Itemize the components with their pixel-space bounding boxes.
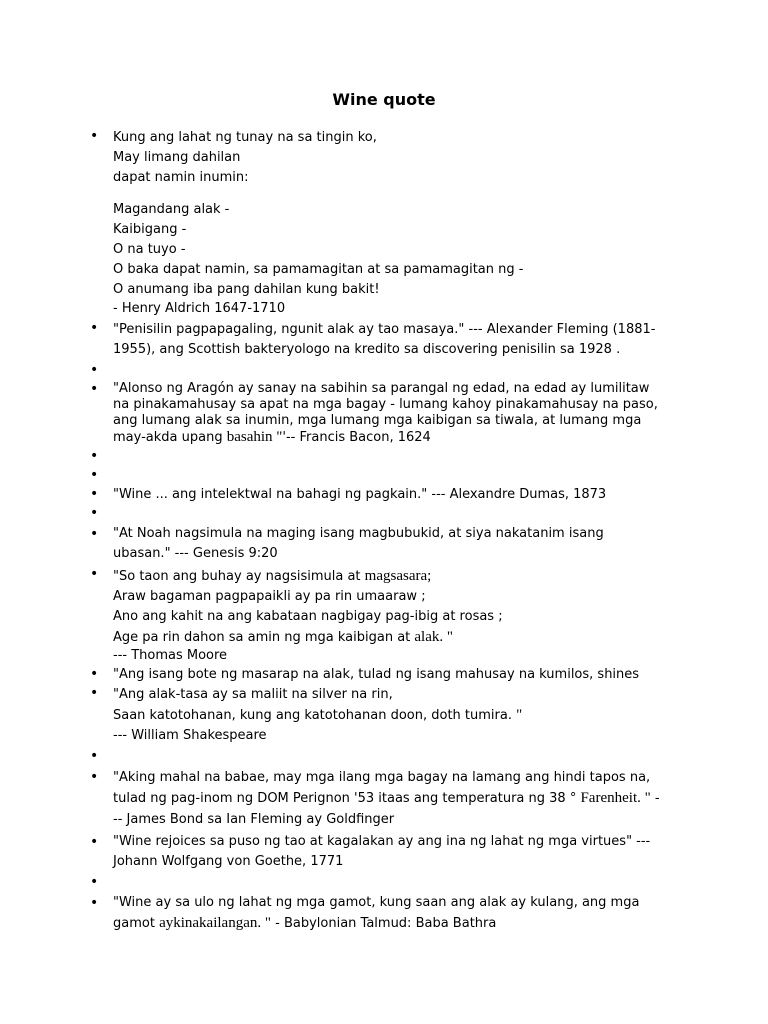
list-item <box>90 381 660 446</box>
quote-list <box>90 128 660 936</box>
list-item <box>90 767 660 830</box>
quote-text-serif: " <box>516 707 523 723</box>
quote-line: O baka dapat namin, sa pamamagitan at sa pamamagitan ng - <box>113 262 524 277</box>
quote-text-serif: alak. " <box>414 629 453 645</box>
quote-line <box>113 705 660 726</box>
quote-text: "Alonso ng Aragón ay sanay na sabihin sa parangal ng edad, na edad ay lumilitaw na pinakamahusay sa apat na mga bagay - lumang kahoy pinakamahusay na paso, ang lumang alak sa inumin, mga lumang mga kaibigan sa tiwala, at lumang mga may-akda upang <box>113 381 658 445</box>
empty-list-item <box>90 505 660 522</box>
list-item <box>90 524 660 564</box>
quote-text-serif: Farenheit. " <box>580 790 651 806</box>
quote-text: "Wine ay sa ulo ng lahat ng mga gamot, kung saan ang alak ay kulang, ang mga gamot <box>113 895 640 931</box>
quote-text: Age pa rin dahon sa amin ng mga kaibigan at <box>113 630 415 645</box>
empty-list-item <box>90 748 660 765</box>
quote-line: O anumang iba pang dahilan kung bakit! <box>113 282 380 297</box>
list-item <box>90 128 660 318</box>
list-item <box>90 832 660 872</box>
quote-line: --- William Shakespeare <box>113 728 267 743</box>
quote-line: dapat namin inumin: <box>113 170 249 185</box>
empty-list-item <box>90 448 660 465</box>
quote-text: "Ang isang bote ng masarap na alak, tulad ng isang mahusay na kumilos, shines <box>113 667 640 682</box>
quote-attribution: '-- Francis Bacon, 1624 <box>282 430 431 445</box>
quote-attribution: - Babylonian Talmud: Baba Bathra <box>271 916 497 931</box>
quote-line: Ano ang kahit na ang kabataan nagbigay pag-ibig at rosas ; <box>113 609 503 624</box>
list-item <box>90 566 660 664</box>
quote-text-serif: aykinakailangan. " <box>159 915 271 931</box>
list-item <box>90 685 660 746</box>
list-item <box>90 320 660 360</box>
empty-list-item <box>90 362 660 379</box>
quote-line: • Kung ang lahat ng tunay na sa tingin ko, <box>113 130 377 145</box>
list-item <box>90 486 660 503</box>
quote-line: Araw bagaman pagpapaikli ay pa rin umaaraw ; <box>113 589 426 604</box>
list-item <box>90 666 660 683</box>
quote-line: --- Thomas Moore <box>113 648 228 663</box>
quote-text-serif: magsasara; <box>364 568 432 584</box>
quote-text: "Aking mahal na babae, may mga ilang mga bagay na lamang ang hindi tapos na, tulad ng pag-inom ng DOM Perignon '53 itaas ang temperatura ng 38 ° <box>113 770 651 806</box>
empty-list-item <box>90 467 660 484</box>
quote-text: "So taon ang buhay ay nagsisimula at <box>113 569 365 584</box>
quote-text: "Wine rejoices sa puso ng tao at kagalakan ay ang ina ng lahat ng mga virtues" --- Johann Wolfgang von Goethe, 1771 <box>113 834 651 869</box>
quote-attribution: --- James Bond sa Ian Fleming ay Goldfinger <box>113 791 660 827</box>
quote-text-serif: basahin " <box>226 429 283 445</box>
quote-text: "Penisilin pagpapagaling, ngunit alak ay tao masaya." --- Alexander Fleming (1881-1955), ang Scottish bakteryologo na kredito sa discovering penisilin sa 1928 . <box>113 322 656 357</box>
quote-text: "Wine ... ang intelektwal na bahagi ng pagkain." --- Alexandre Dumas, 1873 <box>113 487 607 502</box>
quote-line: May limang dahilan <box>113 150 241 165</box>
quote-text: Saan katotohanan, kung ang katotohanan doon, doth tumira. <box>113 708 517 723</box>
quote-line <box>113 566 660 587</box>
quote-line: Magandang alak - <box>113 202 230 217</box>
list-item <box>90 893 660 934</box>
quote-line: • "Ang alak-tasa ay sa maliit na silver na rin, <box>113 687 393 702</box>
empty-list-item <box>90 874 660 891</box>
quote-line: - Henry Aldrich 1647-1710 <box>113 301 286 316</box>
quote-line <box>113 627 660 648</box>
page-title: Wine quote <box>332 90 436 109</box>
quote-text: "At Noah nagsimula na maging isang magbubukid, at siya nakatanim isang ubasan." --- Genesis 9:20 <box>113 526 604 561</box>
quote-line: O na tuyo - <box>113 242 186 257</box>
quote-line: Kaibigang - <box>113 222 187 237</box>
